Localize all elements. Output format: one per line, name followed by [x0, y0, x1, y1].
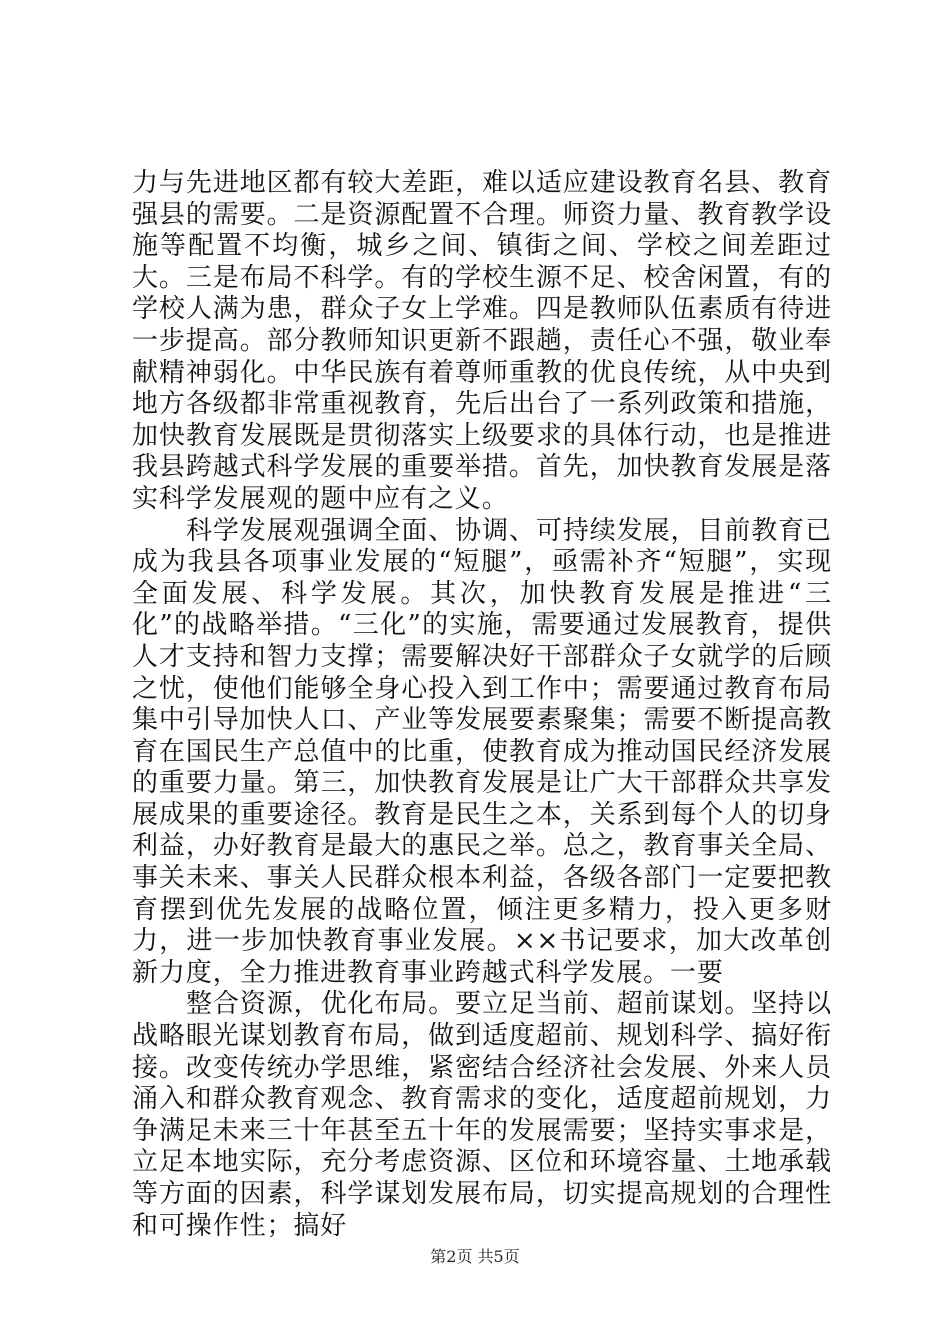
- paragraph-3: 整合资源，优化布局。要立足当前、超前谋划。坚持以战略眼光谋划教育布局，做到适度超前、规划科学、搞好衔接。改变传统办学思维，紧密结合经济社会发展、外来人员涌入和群众教育观念、教育需求的变化，适度超前规划，力争满足未来三十年甚至五十年的发展需要；坚持实事求是，立足本地实际，充分考虑资源、区位和环境容量、土地承载等方面的因素，科学谋划发展布局，切实提高规划的合理性和可操作性；搞好: [132, 989, 832, 1241]
- paragraph-2: 科学发展观强调全面、协调、可持续发展，目前教育已成为我县各项事业发展的“短腿”，亟需补齐“短腿”，实现全面发展、科学发展。其次，加快教育发展是推进“三化”的战略举措。“三化”的实施，需要通过发展教育，提供人才支持和智力支撑；需要解决好干部群众子女就学的后顾之忧，使他们能够全身心投入到工作中；需要通过教育布局集中引导加快人口、产业等发展要素聚集；需要不断提高教育在国民生产总值中的比重，使教育成为推动国民经济发展的重要力量。第三，加快教育发展是让广大干部群众共享发展成果的重要途径。教育是民生之本，关系到每个人的切身利益，办好教育是最大的惠民之举。总之，教育事关全局、事关未来、事关人民群众根本利益，各级各部门一定要把教育摆到优先发展的战略位置，倾注更多精力，投入更多财力，进一步加快教育事业发展。××书记要求，加大改革创新力度，全力推进教育事业跨越式科学发展。一要: [132, 515, 832, 988]
- paragraph-1: 力与先进地区都有较大差距，难以适应建设教育名县、教育强县的需要。二是资源配置不合理。师资力量、教育教学设施等配置不均衡，城乡之间、镇街之间、学校之间差距过大。三是布局不科学。有的学校生源不足、校舍闲置，有的学校人满为患，群众子女上学难。四是教师队伍素质有待进一步提高。部分教师知识更新不跟趟，责任心不强，敬业奉献精神弱化。中华民族有着尊师重教的优良传统，从中央到地方各级都非常重视教育，先后出台了一系列政策和措施，加快教育发展既是贯彻落实上级要求的具体行动，也是推进我县跨越式科学发展的重要举措。首先，加快教育发展是落实科学发展观的题中应有之义。: [132, 168, 832, 514]
- page-number-footer: 第2页 共5页: [430, 1247, 520, 1266]
- document-body: [132, 168, 832, 1242]
